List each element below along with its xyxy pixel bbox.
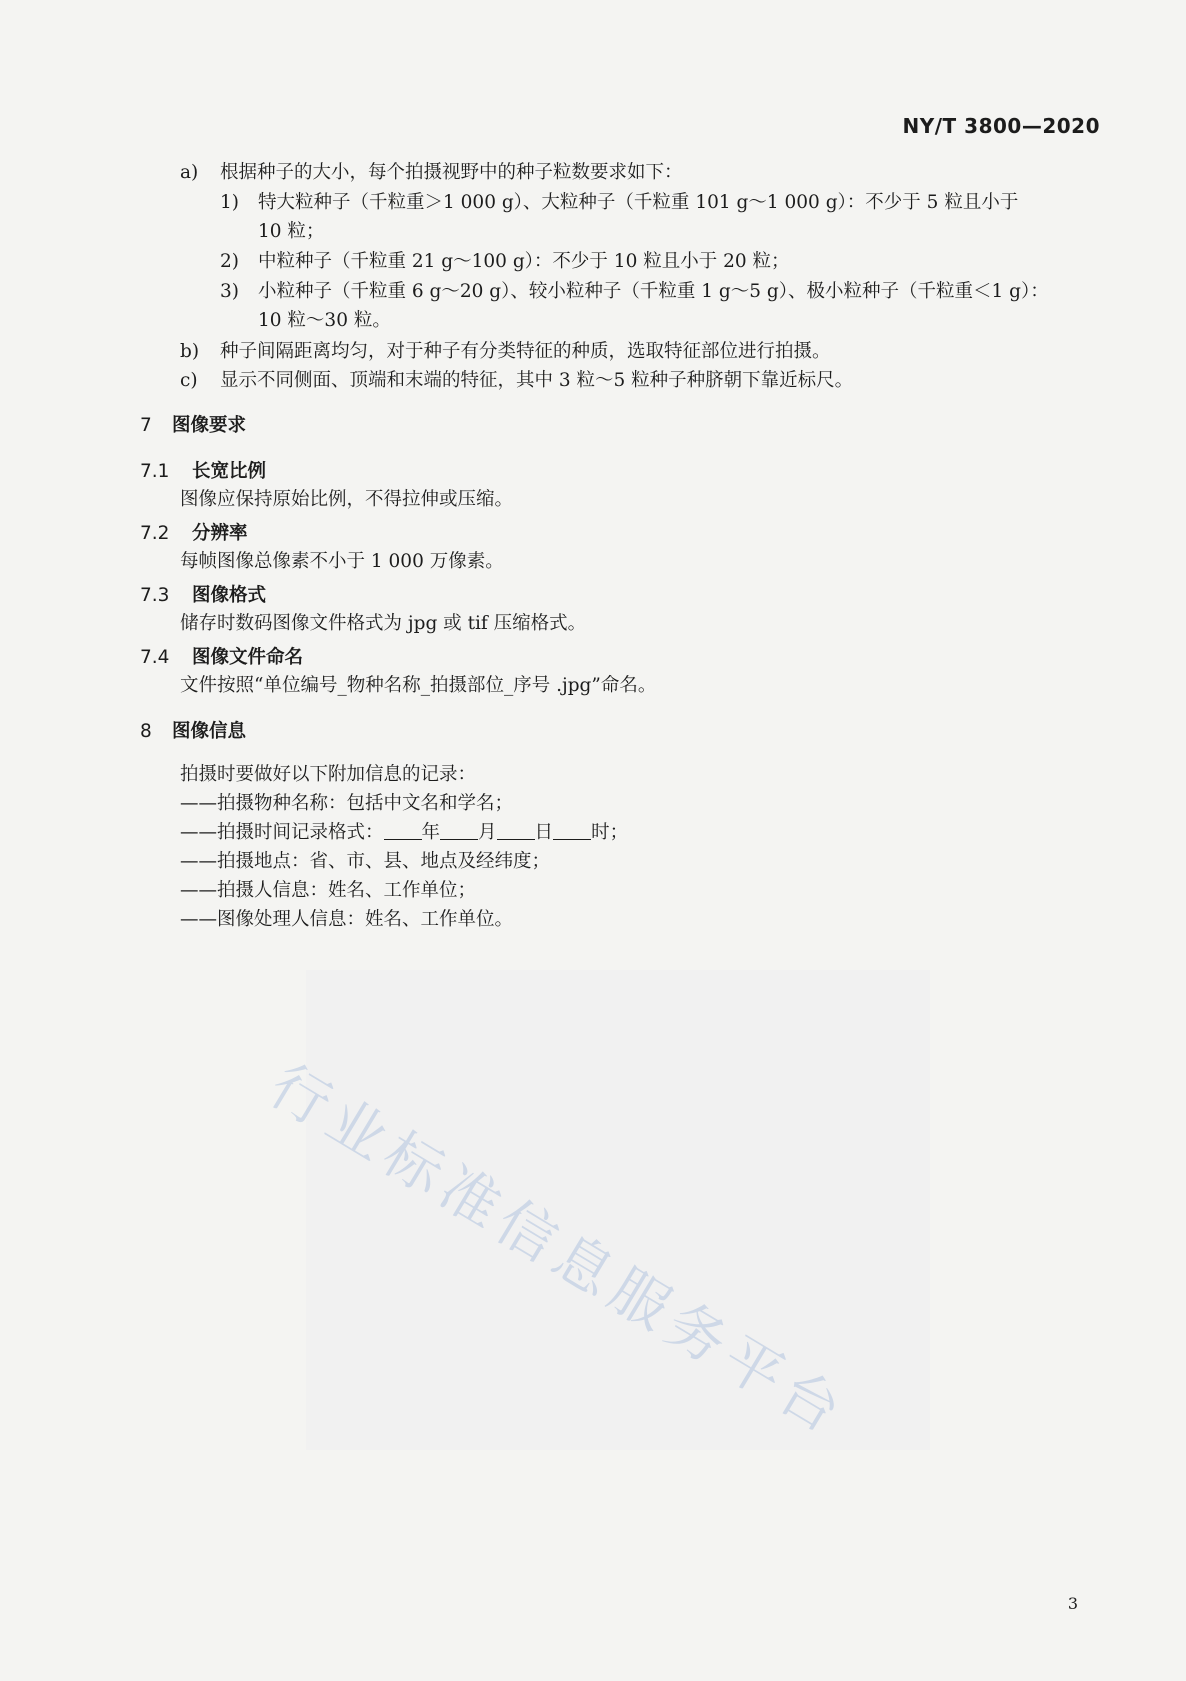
page-number: 3 [1067,1594,1078,1613]
time-format-prefix: ——拍摄时间记录格式： [180,822,384,843]
subsection-title: 长宽比例 [192,461,267,482]
dash-item-time [180,820,628,846]
list-item-a1 [220,190,1018,216]
hour-label: 时； [591,822,629,843]
section-title: 图像信息 [172,721,247,742]
list-text: 根据种子的大小，每个拍摄视野中的种子粒数要求如下： [220,162,683,183]
day-label: 日 [534,822,554,843]
year-blank [384,821,422,840]
subsection-7-1-body: 图像应保持原始比例，不得拉伸或压缩。 [180,489,514,510]
list-text: 小粒种子（千粒重 6 g～20 g）、较小粒种子（千粒重 1 g～5 g）、极小粒种子（千粒重＜1 g）： [258,281,1049,302]
list-item-a [180,160,683,186]
list-text: 特大粒种子（千粒重＞1 000 g）、大粒种子（千粒重 101 g～1 000 g）：不少于 5 粒且小于 [258,192,1019,213]
list-text: 中粒种子（千粒重 21 g～100 g）：不少于 10 粒且小于 20 粒； [258,251,790,272]
list-item-a3-continued: 10 粒～30 粒。 [258,310,391,331]
month-blank [440,821,478,840]
list-text: 显示不同侧面、顶端和末端的特征，其中 3 粒～5 粒种子种脐朝下靠近标尺。 [220,370,854,391]
subsection-number: 7.3 [140,585,170,606]
standard-code: NY/T 3800—2020 [902,114,1100,138]
section-title: 图像要求 [172,415,247,436]
list-label: 2) [220,251,239,272]
list-label: a) [180,162,199,183]
section-8-intro: 拍摄时要做好以下附加信息的记录： [180,764,477,785]
subsection-number: 7.4 [140,647,170,668]
hour-blank [553,821,591,840]
dash-item-photographer: ——拍摄人信息：姓名、工作单位； [180,880,477,901]
watermark-text: 行业标准信息服务平台 [258,1051,860,1450]
day-blank [497,821,535,840]
dash-item-location: ——拍摄地点：省、市、县、地点及经纬度； [180,851,551,872]
section-number: 8 [140,721,152,742]
subsection-title: 图像格式 [192,585,267,606]
list-text: 种子间隔距离均匀，对于种子有分类特征的种质，选取特征部位进行拍摄。 [220,341,831,362]
subsection-7-1-heading [140,457,266,483]
list-label: c) [180,370,198,391]
subsection-title: 图像文件命名 [192,647,304,668]
dash-item-species: ——拍摄物种名称：包括中文名和学名； [180,793,514,814]
subsection-number: 7.1 [140,461,170,482]
subsection-7-2-body: 每帧图像总像素不小于 1 000 万像素。 [180,551,504,572]
list-item-a2 [220,249,790,275]
list-item-b [180,339,831,365]
list-item-a3 [220,279,1049,305]
subsection-7-4-body: 文件按照“单位编号_物种名称_拍摄部位_序号 .jpg”命名。 [180,675,657,696]
list-item-c [180,368,853,394]
subsection-number: 7.2 [140,523,170,544]
month-label: 月 [478,822,497,843]
subsection-7-2-heading [140,519,248,545]
list-label: 3) [220,281,239,302]
subsection-7-4-heading [140,643,303,669]
list-label: b) [180,341,200,362]
section-8-heading [140,717,246,743]
list-item-a1-continued: 10 粒； [258,221,325,242]
section-number: 7 [140,415,152,436]
subsection-7-3-heading [140,581,266,607]
section-7-heading [140,411,246,437]
list-label: 1) [220,192,239,213]
subsection-7-3-body: 储存时数码图像文件格式为 jpg 或 tif 压缩格式。 [180,613,587,634]
dash-item-processor: ——图像处理人信息：姓名、工作单位。 [180,909,514,930]
subsection-title: 分辨率 [192,523,248,544]
year-label: 年 [421,822,441,843]
